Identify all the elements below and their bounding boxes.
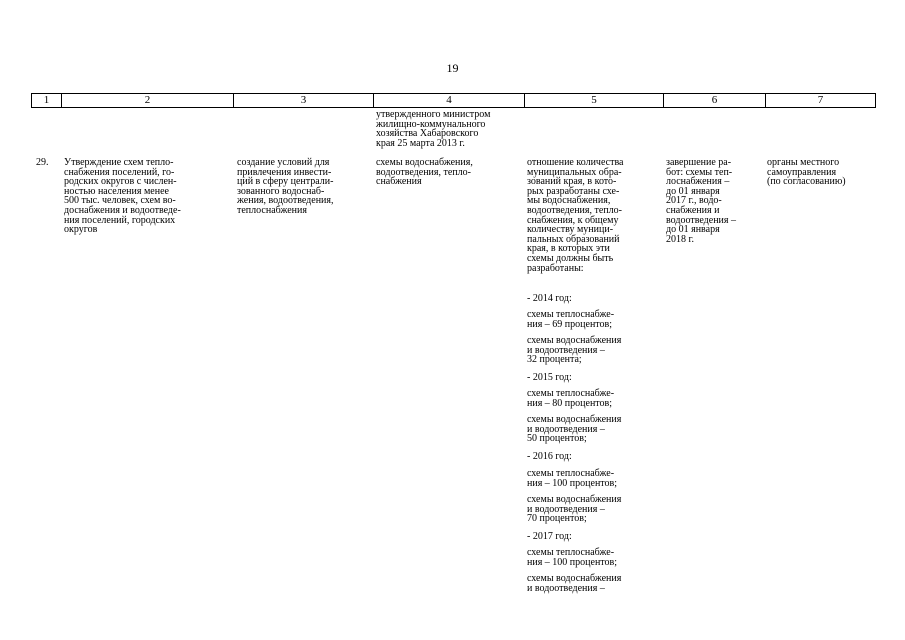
- header-col-2: 2: [61, 94, 233, 107]
- indicator-year-2014: - 2014 год:: [527, 293, 572, 304]
- indicator-heat-2016: схемы теплоснабже- ния – 100 процентов;: [527, 468, 618, 489]
- table-header-row: [31, 93, 876, 108]
- indicator-year-2016: - 2016 год:: [527, 451, 572, 462]
- header-col-5: 5: [524, 94, 663, 107]
- header-col-3: 3: [233, 94, 373, 107]
- header-col-6: 6: [663, 94, 765, 107]
- header-col-4: 4: [373, 94, 524, 107]
- continuation-col4-text: утвержденного министром жилищно-коммунального хозяйства Хабаровского края 25 марта 2013 г.: [376, 109, 491, 149]
- row29-result-text: схемы водоснабжения, водоотведения, тепло- снабжения: [376, 157, 473, 188]
- indicator-water-2014: схемы водоснабжения и водоотведения – 32 процента;: [527, 335, 622, 366]
- indicator-heat-2014: схемы теплоснабже- ния – 69 процентов;: [527, 309, 615, 330]
- indicator-heat-2017: схемы теплоснабже- ния – 100 процентов;: [527, 547, 618, 568]
- row29-number: 29.: [36, 157, 49, 168]
- indicator-year-2017: - 2017 год:: [527, 531, 572, 542]
- row29-indicator-intro: отношение количества муниципальных обра- зований края, в кото- рых разработаны схе- мы водоснабжения, водоотведения, тепло- снабжения, к общему количеству муници- пальных образований края, в которых эти схемы должны быть разработаны:: [527, 157, 624, 274]
- indicator-water-2017: схемы водоснабжения и водоотведения –: [527, 573, 622, 594]
- indicator-water-2016: схемы водоснабжения и водоотведения – 70 процентов;: [527, 494, 622, 525]
- header-col-7: 7: [765, 94, 875, 107]
- indicator-water-2015: схемы водоснабжения и водоотведения – 50 процентов;: [527, 414, 622, 445]
- row29-goal-text: создание условий для привлечения инвести- ций в сферу централи- зованного водоснаб- жения, водоотведения, теплоснабжения: [237, 157, 334, 216]
- indicator-year-2015: - 2015 год:: [527, 372, 572, 383]
- indicator-heat-2015: схемы теплоснабже- ния – 80 процентов;: [527, 388, 615, 409]
- header-col-1: 1: [43, 94, 50, 106]
- row29-deadline-text: завершение ра- бот: схемы теп- лоснабжения – до 01 января 2017 г., водо- снабжения и водоотведения – до 01 января 2018 г.: [666, 157, 736, 245]
- row29-responsible-text: органы местного самоуправления (по согласованию): [767, 157, 846, 188]
- row29-task-text: Утверждение схем тепло- снабжения поселений, го- родских округов с числен- ностью населения менее 500 тыс. человек, схем во- доснабжения и водоотведе- ния поселений, городских округов: [64, 157, 181, 236]
- page-number: 19: [446, 61, 459, 75]
